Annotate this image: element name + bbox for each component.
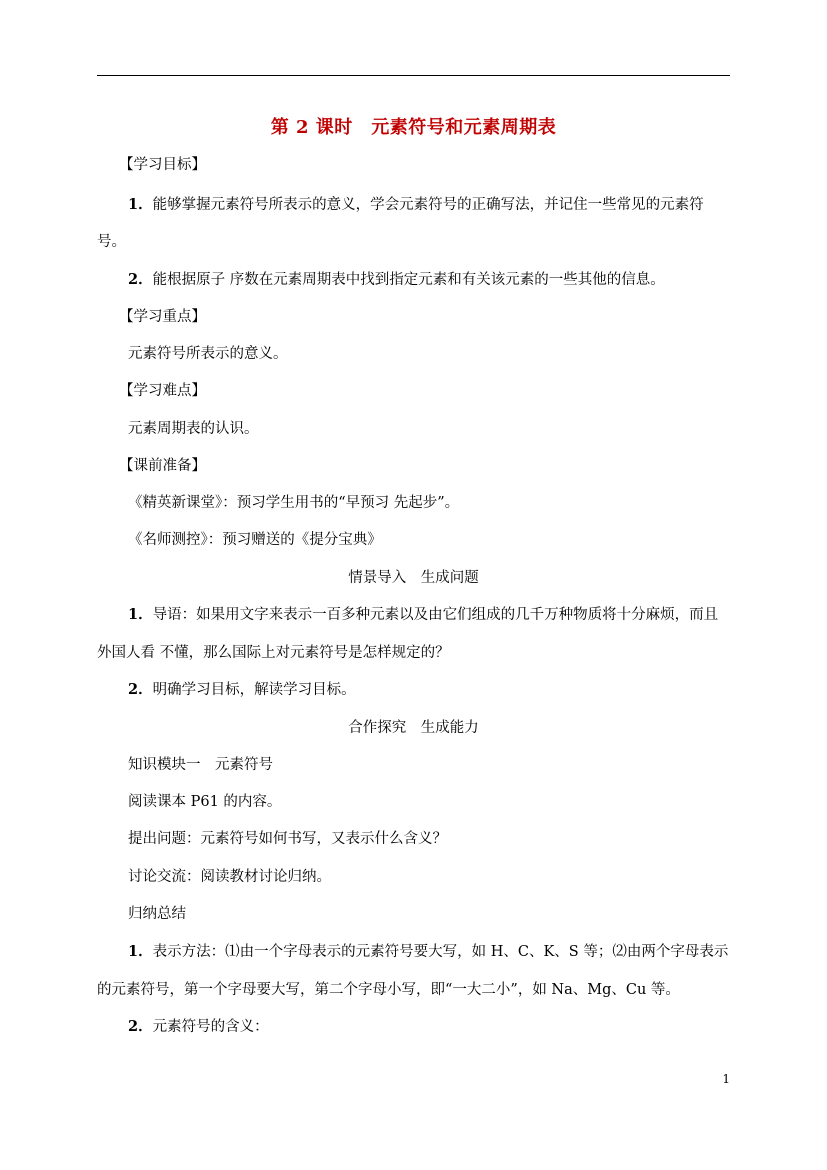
section-heading-scenario: 情景导入 生成问题: [348, 570, 479, 586]
summary-item-1-continued: 的元素符号，第一个字母要大写，第二个字母小写，即“一大二小”，如 Na、Mg、Cu 等。: [97, 982, 680, 998]
difficulty-text: 元素周期表的认识。: [128, 421, 259, 437]
reading-instruction: 阅读课本 P61 的内容。: [128, 794, 282, 810]
lesson-title: 第 2 课时 元素符号和元素周期表: [270, 117, 557, 138]
scenario-item-2: 2．明确学习目标，解读学习目标。: [128, 681, 356, 698]
discussion-prompt: 讨论交流：阅读教材讨论归纳。: [128, 869, 331, 885]
objective-item-1-continued: 号。: [97, 234, 126, 250]
header-rule: [97, 75, 730, 76]
section-heading-difficulties: 【学习难点】: [119, 383, 206, 399]
summary-item-1: 1．表示方法：⑴由一个字母表示的元素符号要大写，如 H、C、K、S 等；⑵由两个字母表示: [128, 943, 729, 960]
objective-item-2: 2．能根据原子 序数在元素周期表中找到指定元素和有关该元素的一些其他的信息。: [128, 271, 665, 288]
summary-heading: 归纳总结: [128, 906, 186, 922]
section-heading-objectives: 【学习目标】: [119, 157, 206, 173]
key-point-text: 元素符号所表示的意义。: [128, 346, 288, 362]
objective-item-1: 1．能够掌握元素符号所表示的意义，学会元素符号的正确写法，并记住一些常见的元素符: [128, 196, 704, 213]
question-prompt: 提出问题：元素符号如何书写，又表示什么含义？: [128, 831, 447, 847]
section-heading-explore: 合作探究 生成能力: [348, 720, 479, 736]
page-number: 1: [722, 1072, 730, 1086]
summary-item-2: 2．元素符号的含义：: [128, 1018, 269, 1035]
scenario-item-1: 1．导语：如果用文字来表示一百多种元素以及由它们组成的几千万种物质将十分麻烦，而且: [128, 606, 719, 623]
preparation-item-1: 《精英新课堂》：预习学生用书的“早预习 先起步”。: [128, 495, 460, 511]
preparation-item-2: 《名师测控》：预习赠送的《提分宝典》: [128, 532, 382, 548]
module-heading: 知识模块一 元素符号: [128, 757, 273, 773]
scenario-item-1-continued: 外国人看 不懂，那么国际上对元素符号是怎样规定的？: [97, 645, 450, 661]
section-heading-key-points: 【学习重点】: [119, 309, 206, 325]
section-heading-preparation: 【课前准备】: [119, 458, 206, 474]
